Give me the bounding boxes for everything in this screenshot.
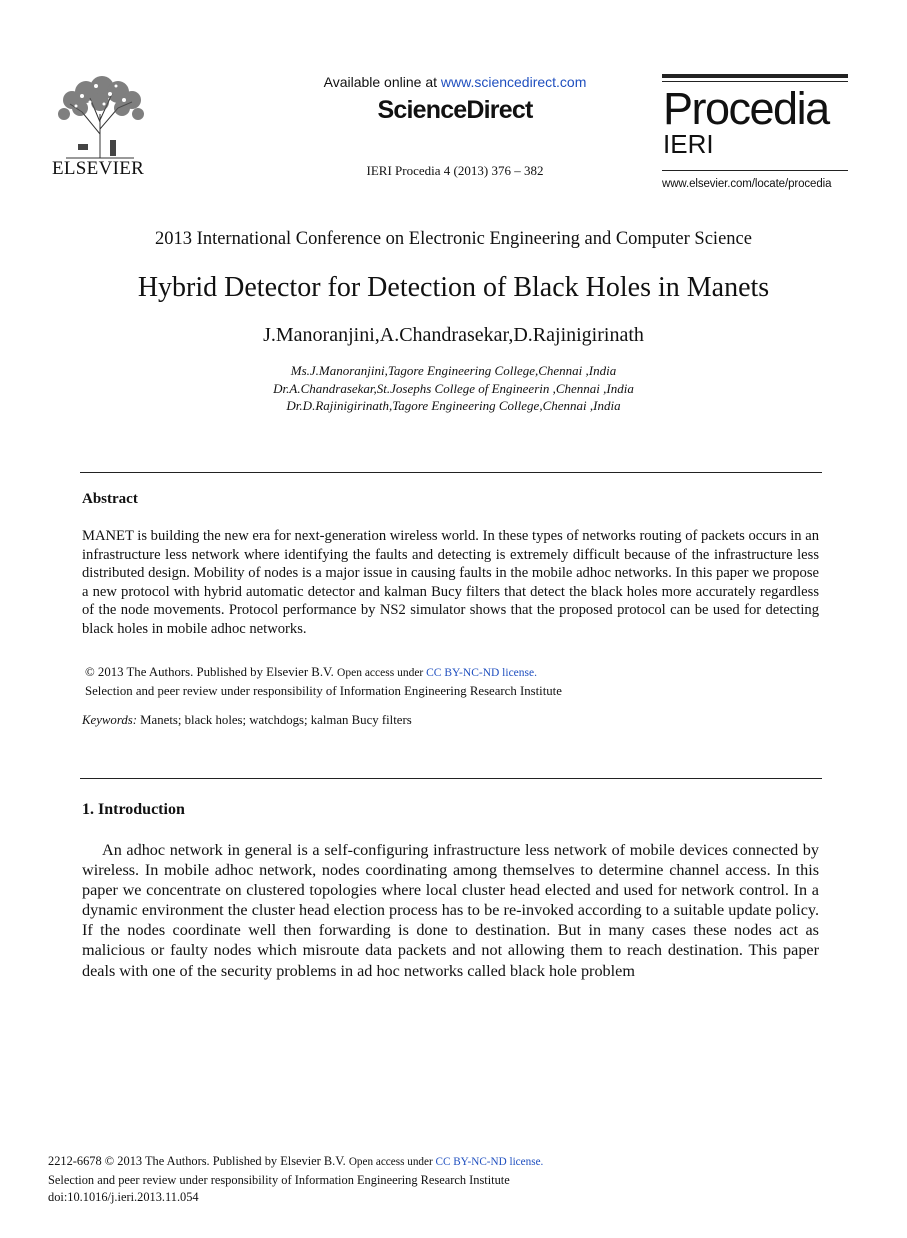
procedia-url[interactable]: www.elsevier.com/locate/procedia [662,178,832,190]
footer [48,1153,848,1207]
procedia-sub: IERI [663,129,714,159]
procedia-bottom-rule [662,170,848,171]
author-list: J.Manoranjini,A.Chandrasekar,D.Rajinigirinath [263,324,644,346]
elsevier-logo [52,74,148,178]
procedia-title: Procedia [663,83,829,134]
procedia-top-rule [662,74,848,78]
footer-doi[interactable]: doi:10.1016/j.ieri.2013.11.054 [48,1190,199,1204]
procedia-logo [662,74,848,196]
intro-text: An adhoc network in general is a self-configuring infrastructure less network of mobile devices connected by wireless. In mobile adhoc network, nodes coordinating among themselves to determine channel access. In this paper we concentrate on clustered topologies where local cluster head elected and used for network control. In a dynamic environment the cluster head election process has to be re-invoked according to a suitable update policy. If the nodes coordinate well then forwarding is done to destination. But in many cases these nodes act as malicious or faulty nodes which misroute data packets and not allowing them to reach destination. This paper deals with one of the security problems in ad hoc networks called black hole problem [82,841,819,980]
intro-heading: 1. Introduction [82,801,185,818]
footer-line-1 [48,1153,848,1172]
copyright-line-1 [85,663,820,682]
affiliation-1: Ms.J.Manoranjini,Tagore Engineering College,Chennai ,India [290,363,617,378]
divider-bottom [80,778,822,779]
footer-license-link[interactable]: CC BY-NC-ND license. [435,1156,544,1168]
copyright-prefix: © 2013 The Authors. Published by Elsevier B.V. [85,665,338,679]
available-prefix: Available online at [323,74,441,90]
elsevier-wordmark: ELSEVIER [52,158,145,179]
procedia-top-rule-thin [662,81,848,82]
footer-open-access: Open access under [348,1156,436,1168]
abstract-heading: Abstract [82,491,138,507]
affiliation-2: Dr.A.Chandrasekar,St.Josephs College of Engineerin ,Chennai ,India [273,380,634,396]
copyright-license-link[interactable]: CC BY-NC-ND license. [426,667,537,679]
keywords [82,713,817,728]
affiliations [40,362,867,415]
paper-title: Hybrid Detector for Detection of Black Holes in Manets [137,272,770,303]
journal-ref: IERI Procedia 4 (2013) 376 – 382 [366,163,544,178]
copyright-open-access: Open access under [337,667,427,679]
available-online [220,74,690,90]
keywords-label: Keywords: [82,713,137,727]
copyright-line-2: Selection and peer review under responsibility of Information Engineering Research Institute [85,684,562,698]
affiliation-3: Dr.D.Rajinigirinath,Tagore Engineering College,Chennai ,India [286,398,621,413]
footer-issn: 2212-6678 © 2013 The Authors. Published by Elsevier B.V. [48,1154,349,1168]
conference-name: 2013 International Conference on Electronic Engineering and Computer Science [155,229,752,249]
keywords-text: Manets; black holes; watchdogs; kalman Bucy filters [136,713,412,727]
copyright-block [85,663,820,700]
elsevier-tree-icon [52,74,148,160]
abstract-text: MANET is building the new era for next-generation wireless world. In these types of networks routing of packets occurs in an infrastructure less network where identifying the faults and detecting is extremely difficult because of the infrastructure less distributed design. Mobility of nodes is a major issue in causing faults in the mobile adhoc networks. In this paper we propose a new protocol with hybrid automatic detector and kalman Bucy filters that detect the black holes more accurately regardless of the node movements. Protocol performance by NS2 simulator shows that the proposed protocol can be used for detecting black holes in mobile adhoc networks. [82,528,819,637]
divider-top [80,472,822,473]
sciencedirect-brand: ScienceDirect [377,96,533,124]
footer-line-2: Selection and peer review under responsibility of Information Engineering Research Institute [48,1172,510,1187]
sciencedirect-link[interactable]: www.sciencedirect.com [440,74,587,90]
